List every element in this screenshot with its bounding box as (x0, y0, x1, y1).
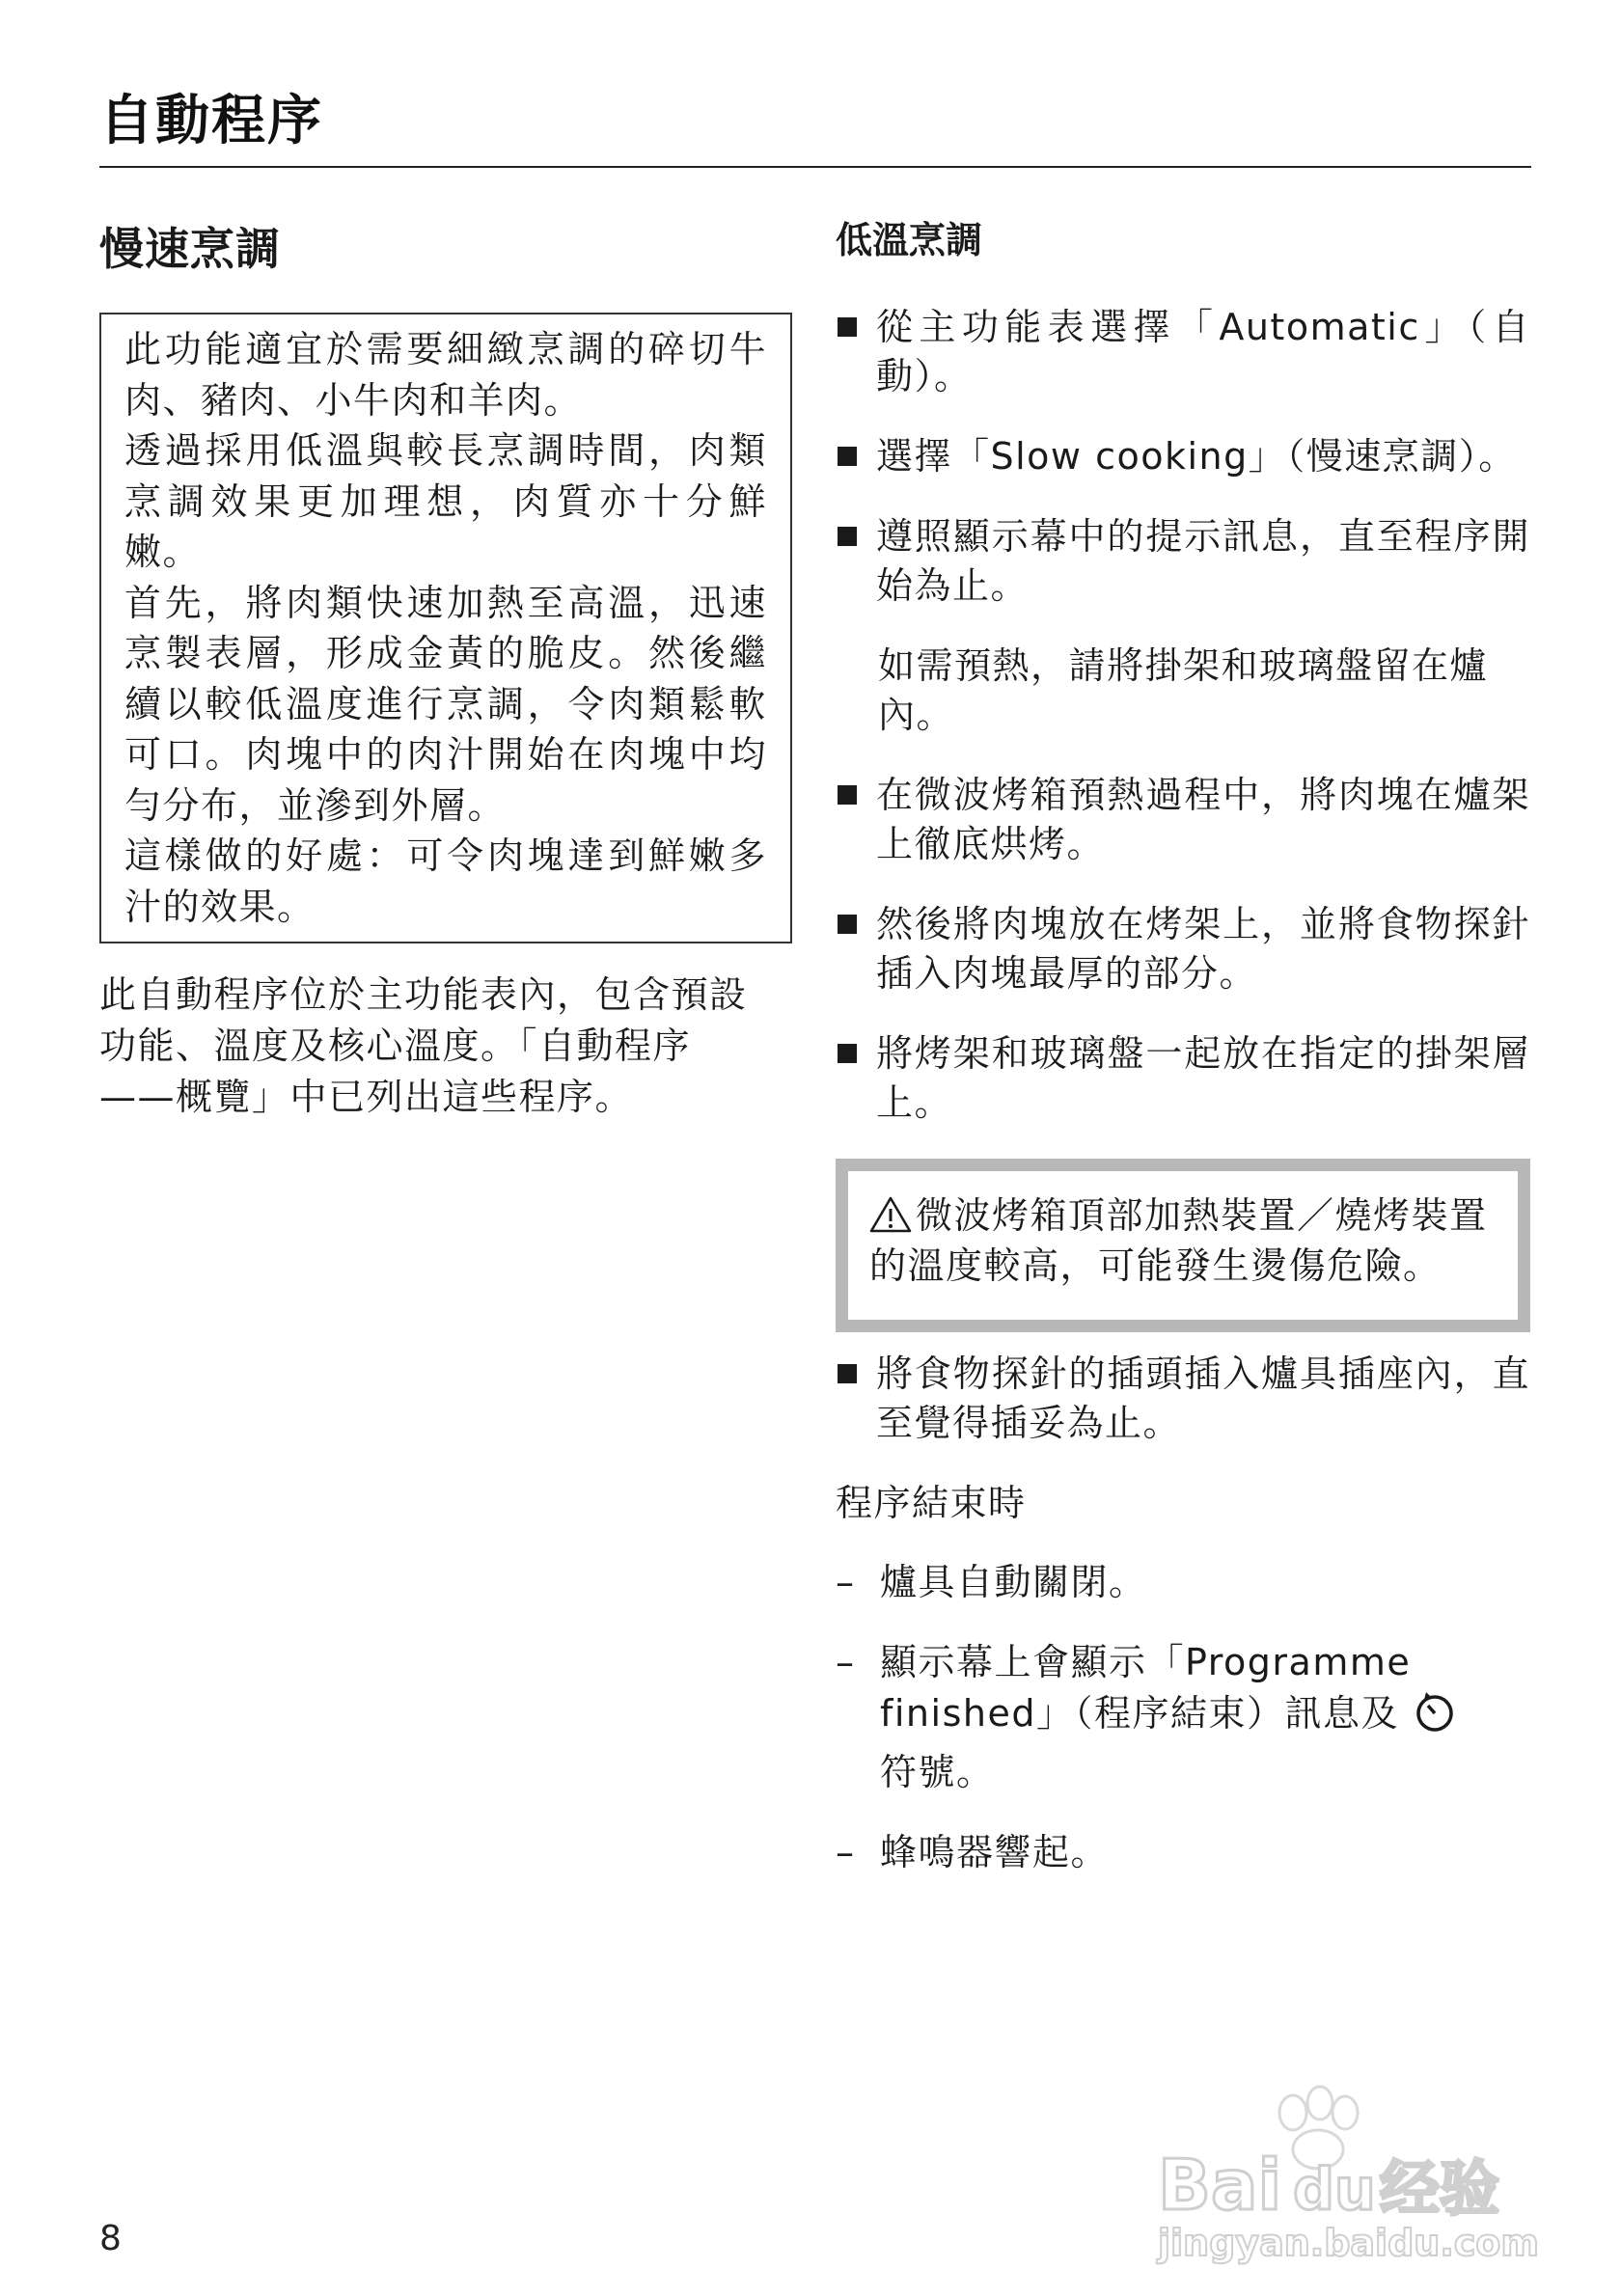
watermark-brand-du: du (1293, 2156, 1376, 2224)
step-item (836, 1350, 1530, 1448)
step-item (836, 303, 1530, 401)
warning-box (836, 1159, 1530, 1332)
step-item (836, 512, 1530, 611)
end-item-text: 爐具自動關閉。 (880, 1561, 1147, 1603)
intro-paragraph: 此自動程序位於主功能表內，包含預設功能、溫度及核心溫度。「自動程序——概覽」中已列出這些程序。 (99, 973, 748, 1118)
bullet-square-icon (838, 527, 857, 546)
right-column (836, 216, 1530, 1907)
title-divider (99, 166, 1531, 168)
step-text: 選擇「Slow cooking」（慢速烹調）。 (876, 435, 1517, 478)
end-item-text: 顯示幕上會顯示「Programme finished」（程序結束）訊息及 (880, 1641, 1412, 1735)
dash-marker: – (836, 1831, 856, 1873)
timer-icon (1413, 1689, 1457, 1747)
baidu-watermark (1148, 2074, 1553, 2267)
page-number: 8 (99, 2219, 122, 2258)
page-title: 自動程序 (99, 90, 323, 152)
step-text: 在微波烤箱預熱過程中，將肉塊在爐架上徹底烘烤。 (876, 774, 1530, 865)
end-item (836, 1557, 1530, 1608)
step-item (836, 900, 1530, 998)
end-item (836, 1637, 1530, 1798)
dash-marker: – (836, 1641, 856, 1683)
step-text: 然後將肉塊放在烤架上，並將食物探針插入肉塊最厚的部分。 (876, 903, 1530, 995)
step-item (836, 771, 1530, 869)
section-heading-slow-cooking: 慢速烹調 (99, 223, 281, 275)
bullet-square-icon (838, 915, 857, 934)
step-text: 將食物探針的插頭插入爐具插座內，直至覺得插妥為止。 (876, 1353, 1530, 1444)
preheat-note: 如需預熱，請將掛架和玻璃盤留在爐內。 (878, 644, 1489, 736)
end-item-text: 符號。 (880, 1751, 995, 1793)
warning-triangle-icon (869, 1195, 912, 1234)
info-paragraph: 此功能適宜於需要細緻烹調的碎切牛肉、豬肉、小牛肉和羊肉。 (124, 328, 767, 422)
warning-text: 微波烤箱頂部加熱裝置／燒烤裝置的溫度較高，可能發生燙傷危險。 (869, 1194, 1488, 1287)
step-text: 從主功能表選擇「Automatic」（自動）。 (876, 306, 1530, 397)
info-paragraph: 首先，將肉類快速加熱至高溫，迅速烹製表層，形成金黃的脆皮。然後繼續以較低溫度進行烹調，令肉類鬆軟可口。肉塊中的肉汁開始在肉塊中均勻分布，並滲到外層。 (124, 581, 767, 827)
watermark-brand-cn: 经验 (1380, 2153, 1500, 2224)
watermark-brand: Bai (1158, 2145, 1282, 2226)
bullet-square-icon (838, 785, 857, 805)
step-text: 遵照顯示幕中的提示訊息，直至程序開始為止。 (876, 515, 1530, 607)
step-item (836, 1029, 1530, 1128)
bullet-square-icon (838, 447, 857, 466)
watermark-url: jingyan.baidu.com (1158, 2222, 1539, 2264)
step-text: 將烤架和玻璃盤一起放在指定的掛架層上。 (876, 1032, 1530, 1124)
bullet-square-icon (838, 1044, 857, 1063)
bullet-square-icon (838, 1364, 857, 1383)
end-item (836, 1827, 1530, 1878)
step-item (836, 432, 1530, 481)
info-paragraph: 透過採用低溫與較長烹調時間，肉類烹調效果更加理想，肉質亦十分鮮嫩。 (124, 429, 767, 573)
dash-marker: – (836, 1561, 856, 1603)
end-of-programme-label: 程序結束時 (836, 1482, 1027, 1524)
subheading-low-temp: 低溫烹調 (836, 219, 983, 261)
info-box (99, 313, 792, 943)
info-paragraph: 這樣做的好處：可令肉塊達到鮮嫩多汁的效果。 (124, 834, 767, 928)
bullet-square-icon (838, 317, 857, 337)
end-item-text: 蜂鳴器響起。 (880, 1831, 1110, 1873)
